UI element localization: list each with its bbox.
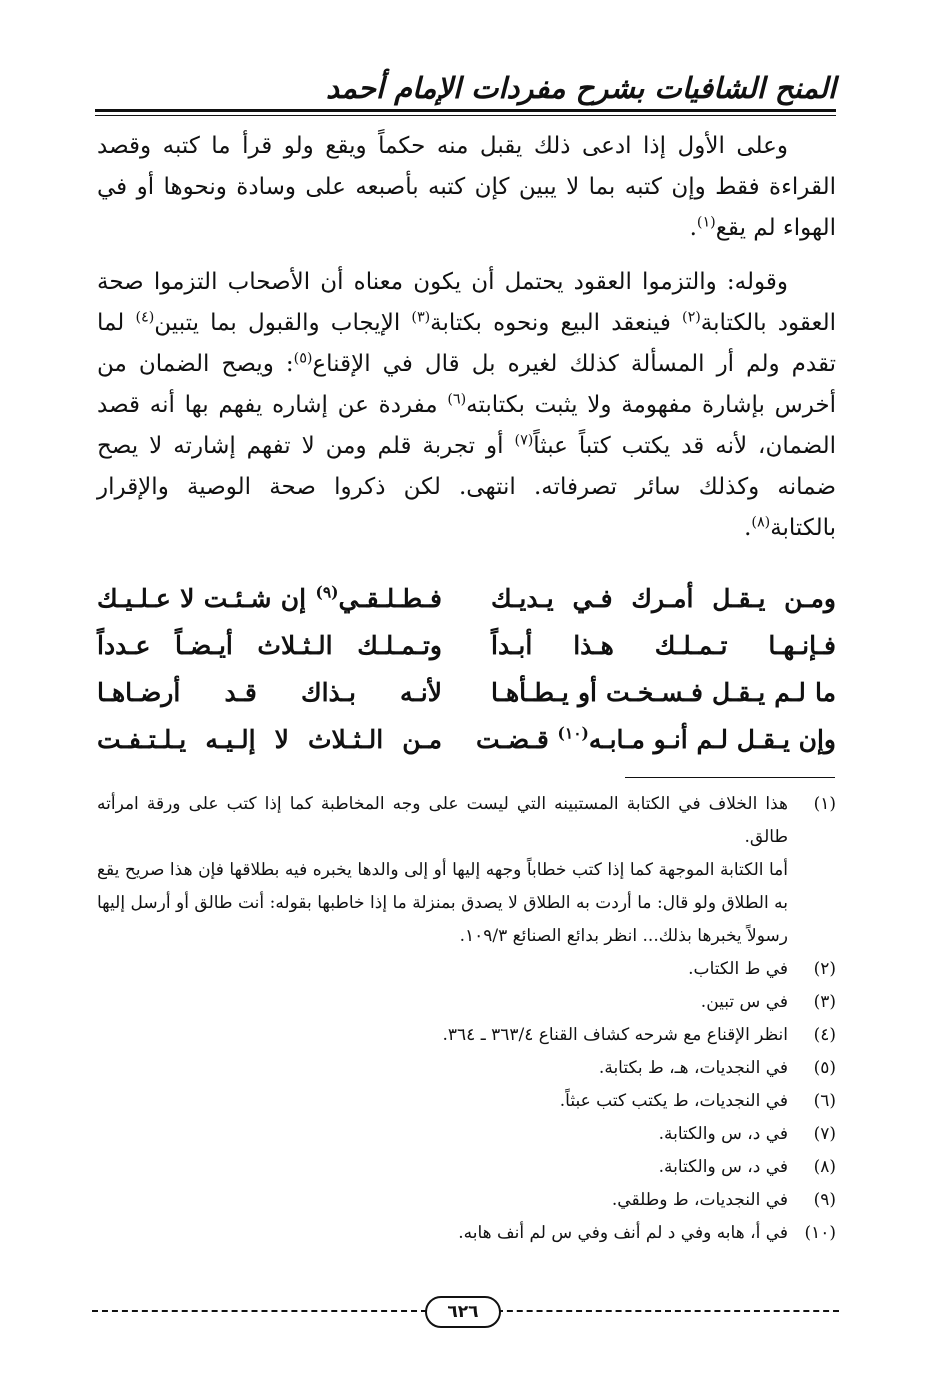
poem-first-hemistich: ومـن يـقـل أمـرك فـي يـديـك [491, 584, 836, 613]
footnote [97, 1217, 836, 1250]
poem-first-hemistich: فـإنـهـا تـمـلـك هـذا أبـداً [491, 631, 836, 660]
running-header-title: المنح الشافيات بشرح مفردات الإمام أحمد [326, 71, 836, 105]
footnote [97, 1151, 836, 1184]
poem-line [97, 622, 836, 669]
footnote-number: (٦) [813, 1091, 836, 1111]
page-number: ٦٢٦ [425, 1296, 501, 1328]
footer-dashed-line [92, 1310, 427, 1312]
footnote-marker: (٦) [447, 391, 467, 408]
footnote-number: (٧) [813, 1124, 836, 1144]
footnote-number: (١٠) [804, 1223, 836, 1243]
footnote [97, 1019, 836, 1052]
header-rule-thick [95, 109, 836, 112]
footnote-marker: (٩) [315, 582, 339, 602]
footnote-text: في النجديات، ط وطلقي. [611, 1190, 788, 1210]
footnote-text: في س تبين. [700, 992, 788, 1012]
footnote-continuation: أما الكتابة الموجهة كما إذا كتب خطاباً وجهه إليها أو إلى والدها يخبره فيه بطلاقها فإن هذا صريح يقع به الطلاق ولو قال: ما أردت به الطلاق لا يصدق بمنزلة ما إذا خاطبها بقوله: أنت طالق أو أرسل إليها رسولاً يخبرها بذلك... انظر بدائع الصنائع ١٠٩/٣. [97, 860, 788, 946]
footnote-number: (٣) [813, 992, 836, 1012]
footnote-marker: (٤) [135, 309, 155, 326]
poem-line [97, 716, 836, 763]
footnote-text: في د، س والكتابة. [658, 1124, 788, 1144]
footnote [97, 1184, 836, 1217]
footnote-marker: (١٠) [557, 723, 589, 743]
footer-dashed-line [497, 1310, 839, 1312]
footnote-number: (٨) [813, 1157, 836, 1177]
footnote [97, 1118, 836, 1151]
poem-line [97, 575, 836, 622]
footnote [97, 1085, 836, 1118]
footnote-number: (٢) [813, 959, 836, 979]
footnote-marker: (٨) [751, 514, 771, 531]
footnote-text: في أ، هابه وفي د لم أنف وفي س لم أنف هابه. [458, 1223, 788, 1243]
footnote [97, 953, 836, 986]
footnote-marker: (٢) [682, 309, 701, 326]
footnote [97, 986, 836, 1019]
footnote-number: (٥) [813, 1058, 836, 1078]
footnote [97, 788, 836, 854]
poem-second-hemistich: لأنـه بـذاك قـد أرضـاهـا [97, 678, 442, 707]
footnote-text: في د، س والكتابة. [658, 1157, 788, 1177]
poem-first-hemistich: ما لـم يـقـل فـسـخـت أو يـطـأهـا [491, 678, 836, 707]
footnote-marker: (٥) [293, 350, 313, 367]
footnote-marker: (٧) [514, 432, 534, 449]
footnote-number: (٩) [813, 1190, 836, 1210]
footnote-marker: (٣) [411, 309, 431, 326]
poem-second-hemistich: فـطـلـقـي$^{(٩)}$ إن شـئـت لا عـلـيـك [97, 582, 442, 613]
body-text [97, 126, 836, 549]
body-paragraph: وعلى الأول إذا ادعى ذلك يقبل منه حكماً ويقع ولو قرأ ما كتبه وقصد القراءة فقط وإن كتبه بما لا يبين كإن كتبه بأصبعه على وسادة ونحوها أو في الهواء لم يقع$^{(١)}$. [97, 133, 836, 241]
footnote [97, 1052, 836, 1085]
footnotes [97, 788, 836, 1250]
footnote-text: في النجديات، هـ، ط بكتابة. [598, 1058, 788, 1078]
footnote-number: (١) [813, 794, 836, 814]
footnote-text: في ط الكتاب. [688, 959, 788, 979]
footnote-separator [625, 777, 835, 778]
header-rule-thin [95, 115, 836, 116]
footnote-text: في النجديات، ط يكتب كتب عبثاً. [559, 1091, 788, 1111]
footnote-text: هذا الخلاف في الكتابة المستبينه التي ليست على وجه المخاطبة كما إذا كتب على ورقة امرأته طالق. [97, 794, 788, 847]
poem-second-hemistich: وتـمـلـك الـثـلاث أيـضـاً عـدداً [97, 631, 442, 660]
footnote-number: (٤) [813, 1025, 836, 1045]
poem-block [97, 575, 836, 763]
poem-line [97, 669, 836, 716]
poem-second-hemistich: مـن الـثـلاث لا إلـيـه يـلـتـفـت [97, 725, 442, 754]
poem-first-hemistich: وإن يـقـل لـم أنـو مـابـه$^{(١٠)}$ قـضـت [476, 723, 836, 754]
body-paragraph: وقوله: والتزموا العقود يحتمل أن يكون معناه أن الأصحاب التزموا صحة العقود بالكتابة$^{(٢)}$ فينعقد البيع ونحوه بكتابة$^{(٣)}$ الإيجاب والقبول بما يتبين$^{(٤)}$ لما تقدم ولم أر المسألة كذلك لغيره بل قال في الإقناع$^{(٥)}$: ويصح الضمان من أخرس بإشارة مفهومة ولا يثبت بكتابته$^{(٦)}$ مفردة عن إشاره يفهم بها أنه قصد الضمان، لأنه قد يكتب كتباً عبثاً$^{(٧)}$ أو تجربة قلم ومن لا تفهم إشارته لا يصح ضمانه وكذلك سائر تصرفاته. انتهى. لكن ذكروا صحة الوصية والإقرار بالكتابة$^{(٨)}$. [97, 269, 837, 541]
footnote-text: انظر الإقناع مع شرحه كشاف القناع ٣٦٣/٤ ـ ٣٦٤. [442, 1025, 788, 1045]
footnote-marker: (١) [696, 214, 716, 231]
